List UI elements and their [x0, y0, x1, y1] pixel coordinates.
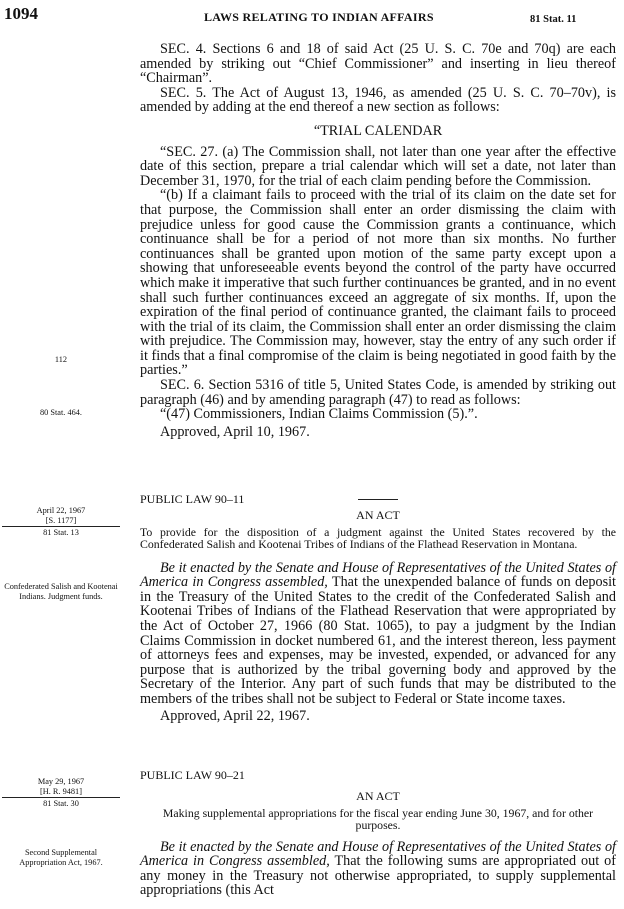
public-law-90-21: [140, 768, 616, 898]
act-body: [140, 840, 616, 898]
section-27b: “(b) If a claimant fails to proceed with the trial of its claim on the date set for that purpose, the Commission shall enter an order dismissing the claim with prejudice unless for good cause the Commission grants a continuance, which continuance shall be for a period of not more than six months. No further continuances shall be granted upon motion of the same party except upon a showing that unforeseeable events beyond the control of the party have occurred which make it imperative that such further continuances be granted, and in no event shall such further continuances exceed an aggregate of six months. If, upon the expiration of the final period of continuance granted, the claimant fails to proceed with the trial of its claim, the Commission shall enter an order dismissing the claim with prejudice. The Commission may, however, stay the entry of any such order if it finds that a final compromise of the claim is being negotiated in good faith by the parties.”: [140, 187, 616, 379]
running-head: LAWS RELATING TO INDIAN AFFAIRS: [204, 10, 434, 24]
margin-block-pl21: [2, 777, 120, 809]
enacting-clause: Be it enacted by the Senate and House of Representatives of the United States of America in Congress assembled,: [140, 838, 616, 870]
section-27a: “SEC. 27. (a) The Commission shall, not later than one year after the effective date of this section, prepare a trial calendar which will set a date, not later than December 31, 1970, for the trial of each claim pending before the Commission.: [140, 143, 616, 189]
margin-rule: [2, 797, 120, 798]
margin-stat: 81 Stat. 13: [43, 528, 79, 537]
sections-block: [140, 42, 616, 439]
margin-block-pl11: [2, 506, 120, 538]
margin-rule: [2, 526, 120, 527]
approved-april-22: Approved, April 22, 1967.: [160, 707, 310, 724]
section-5: SEC. 5. The Act of August 13, 1946, as amended (25 U. S. C. 70–70v), is amended by adding at the end thereof a new section as follows:: [140, 84, 616, 116]
margin-note-80-stat: 80 Stat. 464.: [40, 408, 82, 417]
margin-bill: [H. R. 9481]: [40, 786, 82, 796]
act-body: [140, 561, 616, 707]
approved-april-10: Approved, April 10, 1967.: [160, 423, 310, 440]
margin-stat: 81 Stat. 30: [43, 799, 79, 808]
page-number: 1094: [4, 4, 38, 23]
margin-bill: [S. 1177]: [45, 515, 77, 525]
enacting-clause: Be it enacted by the Senate and House of Representatives of the United States of America in Congress assembled,: [140, 559, 616, 591]
law-heading: PUBLIC LAW 90–21: [140, 768, 245, 782]
margin-topic-pl21: Second Supplemental Appropriation Act, 1967.: [19, 848, 103, 867]
trial-calendar-heading: “TRIAL CALENDAR: [313, 122, 443, 139]
margin-date: April 22, 1967: [36, 506, 86, 515]
margin-topic-pl11: Confederated Salish and Kootenai Indians. Judgment funds.: [4, 582, 118, 601]
act-purpose: To provide for the disposition of a judgment against the United States recovered by the Confederated Salish and Kootenai Tribes of Indians of the Flathead Reservation in Montana.: [140, 525, 616, 552]
public-law-90-11: [140, 492, 616, 723]
section-6: SEC. 6. Section 5316 of title 5, United States Code, is amended by striking out paragraph (46) and by amending paragraph (47) to read as follows:: [140, 377, 616, 408]
an-act-label: AN ACT: [356, 507, 400, 522]
stat-reference: 81 Stat. 11: [530, 14, 577, 25]
margin-date: May 29, 1967: [37, 777, 85, 786]
section-4: SEC. 4. Sections 6 and 18 of said Act (25 U. S. C. 70e and 70q) are each amended by striking out “Chief Commissioner” and inserting in lieu thereof “Chairman”.: [140, 41, 616, 87]
margin-note-112: 112: [54, 355, 68, 364]
law-heading: PUBLIC LAW 90–11: [140, 492, 245, 506]
act-text: That the following sums are appropriated out of any money in the Treasury not otherwise appropriated, to supply supplemental appropriations (this Act: [140, 853, 616, 899]
an-act-label: AN ACT: [356, 788, 400, 803]
paragraph-47: “(47) Commissioners, Indian Claims Commission (5).”.: [160, 406, 478, 423]
act-text: That the unexpended balance of funds on deposit in the Treasury of the United States to the credit of the Confederated Salish and Kootenai Tribes of Indians of the Flathead Reservation that were appropriated by the Act of October 27, 1966 (80 Stat. 1065), to pay a judgment by the Indian Claims Commission in docket numbered 61, and the interest thereon, less payment of attorneys fees and expenses, may be invested, expended, or advanced for any purpose that is authorized by the tribal governing body and approved by the Secretary of the Interior. Any part of such funds that may be distributed to the members of the tribes shall not be subject to Federal or State income taxes.: [140, 574, 616, 707]
divider-rule: [358, 499, 398, 500]
act-purpose: Making supplemental appropriations for the fiscal year ending June 30, 1967, and for other purposes.: [162, 806, 594, 833]
